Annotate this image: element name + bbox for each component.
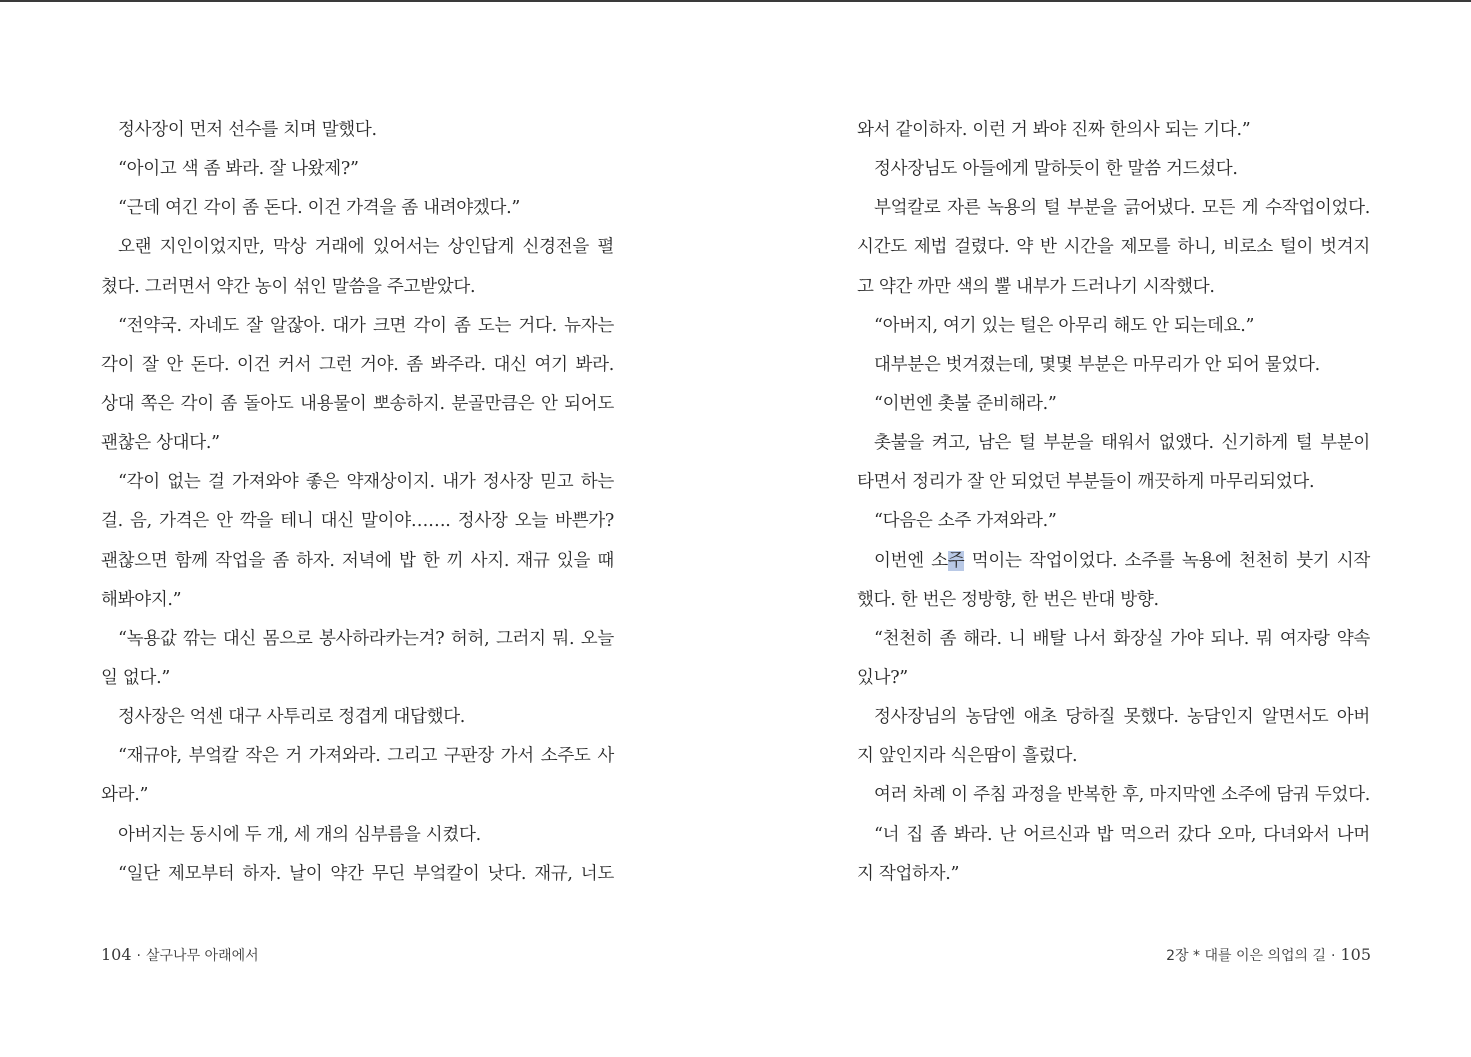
right-page-body	[857, 111, 1370, 894]
text-line: 했다. 한 번은 정방향, 한 번은 반대 방향.	[857, 589, 1159, 610]
text-line: 각이 잘 안 돈다. 이건 커서 그런 거야. 좀 봐주라. 대신 여기 봐라.	[101, 354, 614, 375]
text-line: 있나?”	[857, 667, 908, 688]
text-line: 정사장님도 아들에게 말하듯이 한 말씀 거드셨다.	[874, 159, 1238, 180]
text-line: 타면서 정리가 잘 안 되었던 부분들이 깨끗하게 마무리되었다.	[857, 472, 1315, 493]
text-line: 괜찮으면 함께 작업을 좀 하자. 저녁에 밥 한 끼 사지. 재규 있을 때	[101, 550, 614, 571]
text-line: 와라.”	[101, 785, 149, 806]
text-line: 정사장은 억센 대구 사투리로 정겹게 대답했다.	[118, 707, 466, 728]
text-line: 여러 차례 이 주침 과정을 반복한 후, 마지막엔 소주에 담궈 두었다.	[874, 785, 1370, 806]
text-line: 부엌칼로 자른 녹용의 털 부분을 긁어냈다. 모든 게 수작업이었다.	[874, 198, 1370, 219]
top-border-rule	[0, 0, 1471, 2]
text-line: 고 약간 까만 색의 뿔 내부가 드러나기 시작했다.	[857, 276, 1215, 297]
text-line: 쳤다. 그러면서 약간 농이 섞인 말씀을 주고받았다.	[101, 276, 476, 297]
text-line: 촛불을 켜고, 남은 털 부분을 태워서 없앴다. 신기하게 털 부분이	[874, 433, 1370, 454]
text-line: 오랜 지인이었지만, 막상 거래에 있어서는 상인답게 신경전을 펼	[118, 237, 614, 258]
text-line: 지 작업하자.”	[857, 863, 960, 884]
text-segment: 이번엔 소	[874, 550, 948, 571]
text-line: 일 없다.”	[101, 667, 170, 688]
text-line: “다음은 소주 가져와라.”	[874, 511, 1057, 532]
left-page-footer	[101, 944, 259, 966]
text-line: 시간도 제법 걸렸다. 약 반 시간을 제모를 하니, 비로소 털이 벗겨지	[857, 237, 1370, 258]
left-footer-separator: ·	[136, 948, 141, 964]
selected-text-highlight[interactable]: 주	[947, 550, 965, 571]
text-line: 괜찮은 상대다.”	[101, 433, 220, 454]
text-line: 상대 쪽은 각이 좀 돌아도 내용물이 뽀송하지. 분골만큼은 안 되어도	[101, 393, 614, 414]
text-line: “이번엔 촛불 준비해라.”	[874, 393, 1057, 414]
text-line: 아버지는 동시에 두 개, 세 개의 심부름을 시켰다.	[118, 824, 481, 845]
text-line: “아이고 색 좀 봐라. 잘 나왔제?”	[118, 159, 359, 180]
text-line: 대부분은 벗겨졌는데, 몇몇 부분은 마무리가 안 되어 물었다.	[874, 354, 1320, 375]
text-line: 걸. 음, 가격은 안 깍을 테니 대신 말이야……. 정사장 오늘 바쁜가?	[101, 511, 614, 532]
text-line: “너 집 좀 봐라. 난 어르신과 밥 먹으러 갔다 오마, 다녀와서 나머	[874, 824, 1370, 845]
text-line: “근데 여긴 각이 좀 돈다. 이건 가격을 좀 내려야겠다.”	[118, 198, 521, 219]
text-line: 정사장이 먼저 선수를 치며 말했다.	[118, 120, 377, 140]
text-line: 와서 같이하자. 이런 거 봐야 진짜 한의사 되는 기다.”	[857, 120, 1251, 140]
right-page-footer	[1166, 944, 1371, 966]
right-running-title: 2장 * 대를 이은 의업의 길	[1166, 948, 1326, 964]
right-page-number: 105	[1340, 945, 1371, 964]
text-line: 정사장님의 농담엔 애초 당하질 못했다. 농담인지 알면서도 아버	[874, 707, 1370, 728]
left-running-title: 살구나무 아래에서	[146, 948, 259, 964]
text-line: 지 앞인지라 식은땀이 흘렀다.	[857, 746, 1078, 767]
text-segment: 먹이는 작업이었다. 소주를 녹용에 천천히 붓기 시작	[964, 550, 1370, 571]
text-line: “각이 없는 걸 가져와야 좋은 약재상이지. 내가 정사장 믿고 하는	[118, 472, 614, 493]
text-line: “아버지, 여기 있는 털은 아무리 해도 안 되는데요.”	[874, 315, 1255, 336]
left-page-number: 104	[101, 945, 132, 964]
text-line: “녹용값 깎는 대신 몸으로 봉사하라카는겨? 허허, 그러지 뭐. 오늘	[118, 628, 614, 649]
text-line: 해봐야지.”	[101, 589, 182, 610]
text-line	[857, 542, 1370, 581]
left-page-body	[101, 111, 614, 894]
text-line: “천천히 좀 해라. 니 배탈 나서 화장실 가야 되나. 뭐 여자랑 약속	[874, 628, 1370, 649]
text-line: “재규야, 부엌칼 작은 거 가져와라. 그리고 구판장 가서 소주도 사	[118, 746, 614, 767]
text-line: “전약국. 자네도 잘 알잖아. 대가 크면 각이 좀 도는 거다. 뉴자는	[118, 315, 614, 336]
text-line: “일단 제모부터 하자. 날이 약간 무딘 부엌칼이 낫다. 재규, 너도	[118, 863, 614, 884]
right-footer-separator: ·	[1331, 948, 1336, 964]
